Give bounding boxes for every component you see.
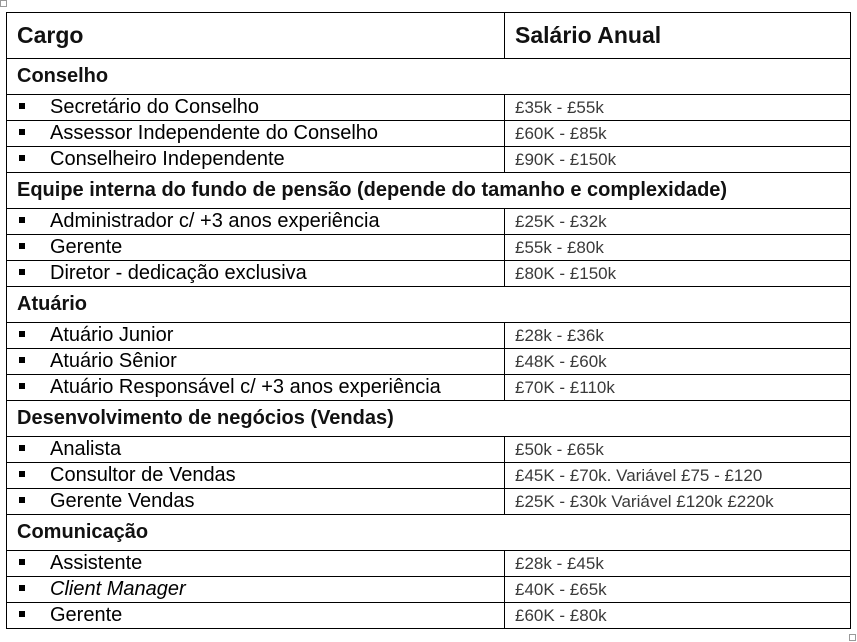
bullet-icon [19, 585, 25, 591]
bullet-icon [19, 445, 25, 451]
role-cell [7, 235, 505, 261]
salary-cell: £25K - £30k Variável £120k £220k [505, 489, 851, 515]
section-title: Conselho [7, 59, 851, 95]
bullet-icon [19, 383, 25, 389]
role-cell [7, 577, 505, 603]
role-cell [7, 147, 505, 173]
salary-cell: £90K - £150k [505, 147, 851, 173]
table-resize-handle[interactable] [849, 634, 856, 641]
bullet-icon [19, 103, 25, 109]
table-row [7, 261, 851, 287]
role-text: Gerente [50, 604, 123, 626]
section-title: Desenvolvimento de negócios (Vendas) [7, 401, 851, 437]
role-cell [7, 437, 505, 463]
table-row [7, 577, 851, 603]
salary-cell: £35k - £55k [505, 95, 851, 121]
table-row [7, 437, 851, 463]
table-row [7, 463, 851, 489]
role-text: Administrador c/ +3 anos experiência [50, 210, 380, 232]
table-row [7, 551, 851, 577]
role-text: Diretor - dedicação exclusiva [50, 262, 307, 284]
bullet-icon [19, 471, 25, 477]
salary-cell: £60K - £80k [505, 603, 851, 629]
role-text: Gerente Vendas [50, 490, 195, 512]
salary-cell: £55k - £80k [505, 235, 851, 261]
role-text: Atuário Responsável c/ +3 anos experiência [50, 376, 441, 398]
salary-cell: £60K - £85k [505, 121, 851, 147]
section-title: Equipe interna do fundo de pensão (depende do tamanho e complexidade) [7, 173, 851, 209]
role-cell [7, 375, 505, 401]
bullet-icon [19, 559, 25, 565]
table-header-row [7, 13, 851, 59]
role-text: Gerente [50, 236, 123, 258]
bullet-icon [19, 217, 25, 223]
role-text: Conselheiro Independente [50, 148, 285, 170]
table-row [7, 349, 851, 375]
table-row [7, 121, 851, 147]
bullet-icon [19, 331, 25, 337]
role-cell [7, 209, 505, 235]
table-row [7, 235, 851, 261]
role-cell [7, 489, 505, 515]
salary-table [6, 12, 851, 629]
role-text: Consultor de Vendas [50, 464, 236, 486]
section-title: Comunicação [7, 515, 851, 551]
salary-cell: £80K - £150k [505, 261, 851, 287]
role-cell [7, 95, 505, 121]
bullet-icon [19, 155, 25, 161]
salary-cell: £40K - £65k [505, 577, 851, 603]
table-handle-top-left[interactable] [0, 0, 7, 7]
header-role: Cargo [7, 13, 505, 59]
role-text: Atuário Junior [50, 324, 174, 346]
table-row [7, 603, 851, 629]
bullet-icon [19, 129, 25, 135]
table-row [7, 209, 851, 235]
bullet-icon [19, 269, 25, 275]
role-text: Client Manager [50, 578, 186, 600]
salary-cell: £28k - £36k [505, 323, 851, 349]
bullet-icon [19, 497, 25, 503]
bullet-icon [19, 357, 25, 363]
section-row [7, 287, 851, 323]
bullet-icon [19, 611, 25, 617]
bullet-icon [19, 243, 25, 249]
table-row [7, 323, 851, 349]
role-cell [7, 603, 505, 629]
table-row [7, 95, 851, 121]
section-title: Atuário [7, 287, 851, 323]
salary-cell: £45K - £70k. Variável £75 - £120 [505, 463, 851, 489]
salary-cell: £70K - £110k [505, 375, 851, 401]
section-row [7, 401, 851, 437]
section-row [7, 59, 851, 95]
role-text: Analista [50, 438, 122, 460]
header-salary: Salário Anual [505, 13, 851, 59]
table-row [7, 489, 851, 515]
role-cell [7, 323, 505, 349]
role-cell [7, 349, 505, 375]
salary-cell: £28k - £45k [505, 551, 851, 577]
table-row [7, 375, 851, 401]
section-row [7, 173, 851, 209]
role-text: Secretário do Conselho [50, 96, 260, 118]
role-text: Atuário Sênior [50, 350, 177, 372]
salary-cell: £25K - £32k [505, 209, 851, 235]
table-row [7, 147, 851, 173]
role-text: Assessor Independente do Conselho [50, 122, 379, 144]
salary-cell: £50k - £65k [505, 437, 851, 463]
role-text: Assistente [50, 552, 143, 574]
section-row [7, 515, 851, 551]
role-cell [7, 551, 505, 577]
role-cell [7, 261, 505, 287]
role-cell [7, 463, 505, 489]
role-cell [7, 121, 505, 147]
salary-cell: £48K - £60k [505, 349, 851, 375]
